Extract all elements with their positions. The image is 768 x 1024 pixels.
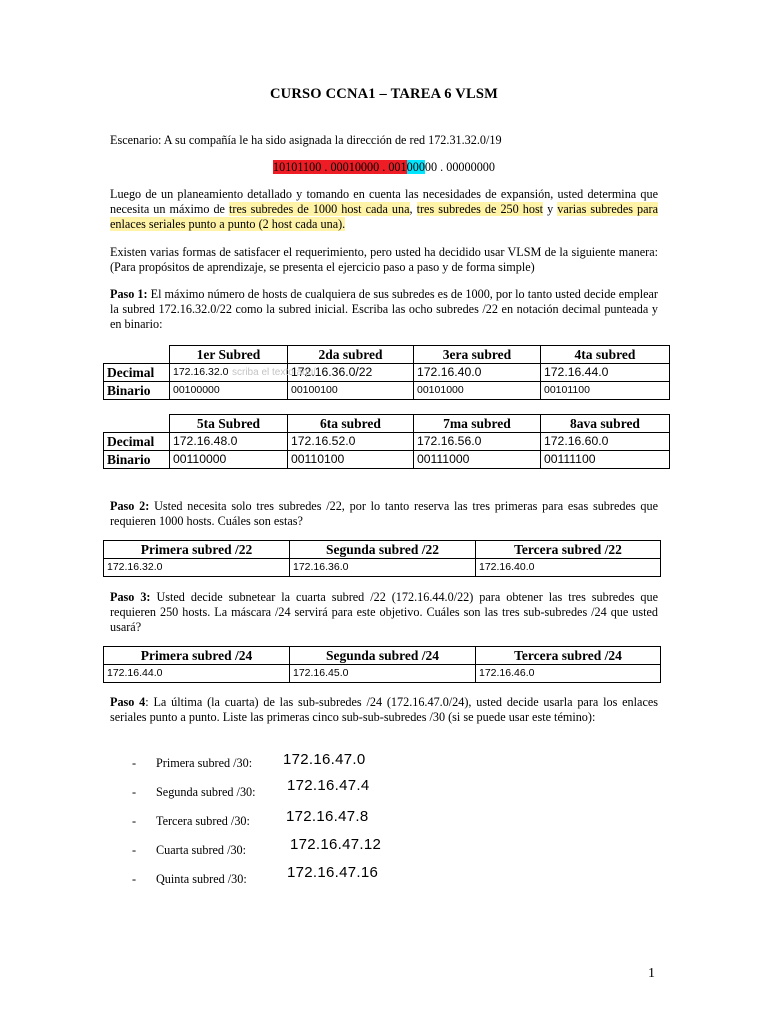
primera-24-cell[interactable]: 172.16.44.0 (104, 665, 290, 683)
paso2-label: Paso 2: (110, 499, 150, 513)
binary-cell-4[interactable]: 00101100 (541, 382, 670, 400)
requirement-serial-links: varias subredes para enlaces seriales punto a punto (2 host cada una). (110, 202, 659, 231)
paso1-text: El máximo número de hosts de cualquiera de sus subredes es de 1000, por lo tanto usted decide emplear la subred 172.16.32.0/22 como la subred inicial. Escriba las ocho subredes /22 en notación decimal punteada y en binario: (110, 287, 658, 331)
table-header-row (104, 647, 661, 665)
placeholder-text: scriba el texto aquí (232, 367, 316, 378)
table-header-row (104, 346, 670, 364)
header-primera-24: Primera subred /24 (104, 647, 290, 665)
binary-row (104, 451, 670, 469)
subnets-table-1 (103, 345, 670, 400)
header-segunda-24: Segunda subred /24 (290, 647, 476, 665)
list-value[interactable]: 172.16.47.0 (283, 751, 366, 768)
paso2-text: Usted necesita solo tres subredes /22, por lo tanto reserva las tres primeras para esas subredes que requieren 1000 hosts. Cuáles son estas? (110, 499, 658, 528)
header-subnet-6: 6ta subred (288, 415, 414, 433)
decimal-cell-1[interactable] (170, 364, 316, 382)
decimal-cell-2[interactable]: 172.16.36.0/22 (288, 364, 414, 382)
vlsm-intro-paragraph: Existen varias formas de satisfacer el requerimiento, pero usted ha decidido usar VLSM de la siguiente manera: (Para propósitos de aprendizaje, se presenta el ejercicio paso a paso y de forma simple) (110, 245, 658, 274)
requirements-text-2: , (409, 202, 417, 216)
header-subnet-3: 3era subred (414, 346, 541, 364)
list-dash: - (132, 756, 137, 770)
list-dash: - (132, 872, 137, 886)
list-value[interactable]: 172.16.47.16 (287, 864, 379, 881)
table-corner (104, 415, 170, 433)
requirements-paragraph (110, 187, 658, 232)
paso2-paragraph (110, 499, 658, 529)
binary-cell-5[interactable]: 00110000 (170, 451, 288, 469)
list-item (132, 866, 532, 895)
document-title: CURSO CCNA1 – TAREA 6 VLSM (270, 86, 498, 102)
table-corner (104, 346, 170, 364)
subnets-table-2 (103, 414, 670, 469)
list-item (132, 837, 532, 866)
paso3-text: Usted decide subnetear la cuarta subred /22 (172.16.44.0/22) para obtener las tres subredes que requieren 250 hosts. La máscara /24 servirá para este objetivo. Cuáles son las tres sub-subredes /24 que usted usará? (110, 590, 658, 634)
page-number: 1 (648, 966, 655, 981)
requirement-250-hosts: tres subredes de 250 host (416, 202, 544, 216)
list-value[interactable]: 172.16.47.12 (290, 836, 382, 853)
list-label: Tercera subred /30: (156, 814, 250, 828)
list-label: Cuarta subred /30: (156, 843, 247, 857)
header-tercera-24: Tercera subred /24 (476, 647, 661, 665)
list-item (132, 808, 532, 837)
list-dash: - (132, 843, 137, 857)
decimal-row (104, 433, 670, 451)
decimal-cell-8[interactable]: 172.16.60.0 (541, 433, 670, 451)
binary-subnet-bits: 000 (406, 160, 425, 174)
list-item (132, 779, 532, 808)
row-label-binario: Binario (104, 451, 170, 469)
tercera-24-cell[interactable]: 172.16.46.0 (476, 665, 661, 683)
subnets-22-table (103, 540, 661, 577)
header-subnet-2: 2da subred (288, 346, 414, 364)
paso3-paragraph (110, 590, 658, 635)
primera-22-cell[interactable]: 172.16.32.0 (104, 559, 290, 577)
row-label-binario: Binario (104, 382, 170, 400)
header-subnet-1: 1er Subred (170, 346, 288, 364)
binary-row (104, 382, 670, 400)
segunda-22-cell[interactable]: 172.16.36.0 (290, 559, 476, 577)
tercera-22-cell[interactable]: 172.16.40.0 (476, 559, 661, 577)
binary-cell-7[interactable]: 00111000 (414, 451, 541, 469)
subnets-24-table (103, 646, 661, 683)
header-tercera-22: Tercera subred /22 (476, 541, 661, 559)
decimal-value-1: 172.16.32.0 (173, 366, 229, 378)
binary-address-line (0, 160, 768, 175)
list-value[interactable]: 172.16.47.4 (287, 777, 370, 794)
header-subnet-5: 5ta Subred (170, 415, 288, 433)
header-subnet-4: 4ta subred (541, 346, 670, 364)
subnets-30-list (132, 750, 532, 895)
paso3-label: Paso 3: (110, 590, 151, 604)
paso1-paragraph (110, 287, 658, 332)
decimal-cell-6[interactable]: 172.16.52.0 (288, 433, 414, 451)
binary-cell-6[interactable]: 00110100 (288, 451, 414, 469)
list-dash: - (132, 785, 137, 799)
decimal-cell-3[interactable]: 172.16.40.0 (414, 364, 541, 382)
table-header-row (104, 541, 661, 559)
decimal-row (104, 364, 670, 382)
header-primera-22: Primera subred /22 (104, 541, 290, 559)
paso4-paragraph (110, 695, 658, 725)
list-label: Primera subred /30: (156, 756, 253, 770)
list-dash: - (132, 814, 137, 828)
binary-cell-2[interactable]: 00100100 (288, 382, 414, 400)
requirement-1000-hosts: tres subredes de 1000 host cada una (229, 202, 410, 216)
row-label-decimal: Decimal (104, 433, 170, 451)
header-subnet-8: 8ava subred (541, 415, 670, 433)
binary-host-bits: 00 . 00000000 (424, 160, 495, 174)
paso4-text: : La última (la cuarta) de las sub-subredes /24 (172.16.47.0/24), usted decide usarla para los enlaces seriales punto a punto. Liste las primeras cinco sub-sub-subredes /30 (si se puede usar este témino): (110, 695, 658, 724)
requirements-text-3: y (543, 202, 558, 216)
decimal-cell-4[interactable]: 172.16.44.0 (541, 364, 670, 382)
values-row (104, 559, 661, 577)
escenario-text: Escenario: A su compañía le ha sido asignada la dirección de red 172.31.32.0/19 (110, 133, 502, 147)
binary-network-bits: 10101100 . 00010000 . 001 (273, 160, 407, 174)
binary-cell-8[interactable]: 00111100 (541, 451, 670, 469)
list-item (132, 750, 532, 779)
list-value[interactable]: 172.16.47.8 (286, 808, 369, 825)
binary-cell-3[interactable]: 00101000 (414, 382, 541, 400)
row-label-decimal: Decimal (104, 364, 170, 382)
table-header-row (104, 415, 670, 433)
list-label: Segunda subred /30: (156, 785, 256, 799)
decimal-cell-7[interactable]: 172.16.56.0 (414, 433, 541, 451)
values-row (104, 665, 661, 683)
decimal-cell-5[interactable]: 172.16.48.0 (170, 433, 288, 451)
header-segunda-22: Segunda subred /22 (290, 541, 476, 559)
paso4-label: Paso 4 (110, 695, 146, 709)
segunda-24-cell[interactable]: 172.16.45.0 (290, 665, 476, 683)
paso1-label: Paso 1: (110, 287, 148, 301)
list-label: Quinta subred /30: (156, 872, 247, 886)
header-subnet-7: 7ma subred (414, 415, 541, 433)
requirements-text-1: Luego de un planeamiento detallado y tomando en cuenta las necesidades de expansión, usted determina que necesita un máximo de (110, 187, 658, 216)
binary-cell-1[interactable]: 00100000 (170, 382, 288, 400)
